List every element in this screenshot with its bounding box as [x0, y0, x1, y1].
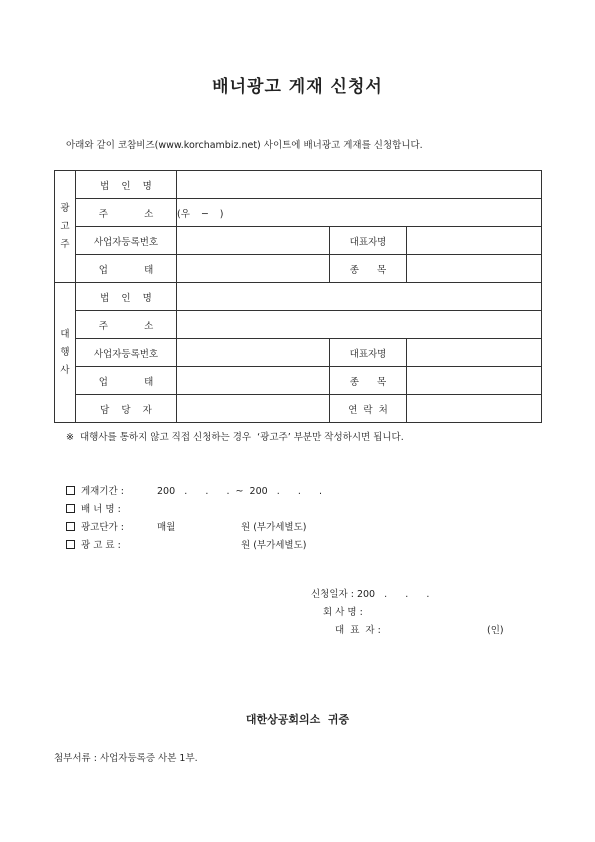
agency-business-item-field[interactable] — [407, 367, 542, 395]
addressee: 대한상공회의소 귀중 — [245, 713, 350, 726]
banner-item — [66, 501, 322, 519]
agency-business-type-label: 업 태 — [76, 367, 177, 395]
advertiser-business-item-label: 종 목 — [330, 255, 407, 283]
advertiser-address-label: 주 소 — [76, 199, 177, 227]
seal-mark: (인) — [487, 625, 504, 636]
advertiser-business-type-label: 업 태 — [76, 255, 177, 283]
unit-price-suffix: 원 (부가세별도) — [241, 522, 307, 533]
checkbox-icon[interactable] — [66, 486, 75, 495]
advertiser-business-type-field[interactable] — [177, 255, 330, 283]
company-name-line[interactable]: 회 사 명 : — [323, 607, 363, 618]
agency-group-char: 행 — [60, 346, 70, 358]
advertiser-ceo-field[interactable] — [407, 227, 542, 255]
advertiser-biz-no-field[interactable] — [177, 227, 330, 255]
application-date[interactable]: 신청일자 : 200 . . . — [311, 589, 430, 600]
agency-corp-name-label: 법 인 명 — [76, 283, 177, 311]
agency-manager-label: 담 당 자 — [76, 395, 177, 423]
agency-biz-no-field[interactable] — [177, 339, 330, 367]
note-text: ※ 대행사를 통하지 않고 직접 신청하는 경우 ‘광고주’ 부분만 작성하시면 됩니다. — [66, 432, 404, 443]
agency-address-field[interactable] — [177, 311, 542, 339]
advertiser-business-item-field[interactable] — [407, 255, 542, 283]
agency-business-item-label: 종 목 — [330, 367, 407, 395]
agency-manager-field[interactable] — [177, 395, 330, 423]
unit-price-prefix: 매월 — [157, 522, 176, 533]
agency-group-label — [55, 283, 76, 423]
agency-group-char: 사 — [60, 364, 70, 376]
advertiser-ceo-label: 대표자명 — [330, 227, 407, 255]
fee-item — [66, 537, 322, 555]
representative-label: 대 표 자 : — [335, 625, 381, 636]
agency-biz-no-label: 사업자등록번호 — [76, 339, 177, 367]
agency-contact-field[interactable] — [407, 395, 542, 423]
advertiser-group-char: 고 — [60, 220, 70, 232]
agency-business-type-field[interactable] — [177, 367, 330, 395]
ad-details-list — [66, 483, 322, 555]
advertiser-address-field[interactable] — [177, 199, 542, 227]
agency-ceo-label: 대표자명 — [330, 339, 407, 367]
period-label: 게재기간 : — [81, 486, 124, 497]
banner-label: 배 너 명 : — [81, 504, 121, 515]
advertiser-corp-name-field[interactable] — [177, 171, 542, 199]
period-item — [66, 483, 322, 501]
checkbox-icon[interactable] — [66, 522, 75, 531]
document-title: 배너광고 게재 신청서 — [212, 77, 383, 97]
advertiser-corp-name-label: 법 인 명 — [76, 171, 177, 199]
advertiser-group-char: 주 — [60, 238, 70, 250]
intro-text: 아래와 같이 코참비즈(www.korchambiz.net) 사이트에 배너광고 게재를 신청합니다. — [66, 140, 423, 151]
period-value[interactable]: 200 . . . ~ 200 . . . — [157, 486, 323, 497]
fee-label: 광 고 료 : — [81, 540, 121, 551]
signature-block — [311, 586, 504, 640]
fee-suffix: 원 (부가세별도) — [241, 540, 307, 551]
postal-code-placeholder: (우 ─ ) — [177, 208, 224, 220]
agency-address-label: 주 소 — [76, 311, 177, 339]
agency-contact-label: 연 락 처 — [330, 395, 407, 423]
advertiser-group-char: 광 — [60, 202, 70, 214]
advertiser-biz-no-label: 사업자등록번호 — [76, 227, 177, 255]
representative-line — [311, 622, 504, 640]
advertiser-group-label — [55, 171, 76, 283]
checkbox-icon[interactable] — [66, 540, 75, 549]
checkbox-icon[interactable] — [66, 504, 75, 513]
agency-corp-name-field[interactable] — [177, 283, 542, 311]
attachment-note: 첨부서류 : 사업자등록증 사본 1부. — [54, 753, 198, 764]
unit-price-label: 광고단가 : — [81, 522, 124, 533]
agency-group-char: 대 — [60, 328, 70, 340]
agency-ceo-field[interactable] — [407, 339, 542, 367]
application-form-table — [54, 170, 542, 423]
unit-price-item — [66, 519, 322, 537]
